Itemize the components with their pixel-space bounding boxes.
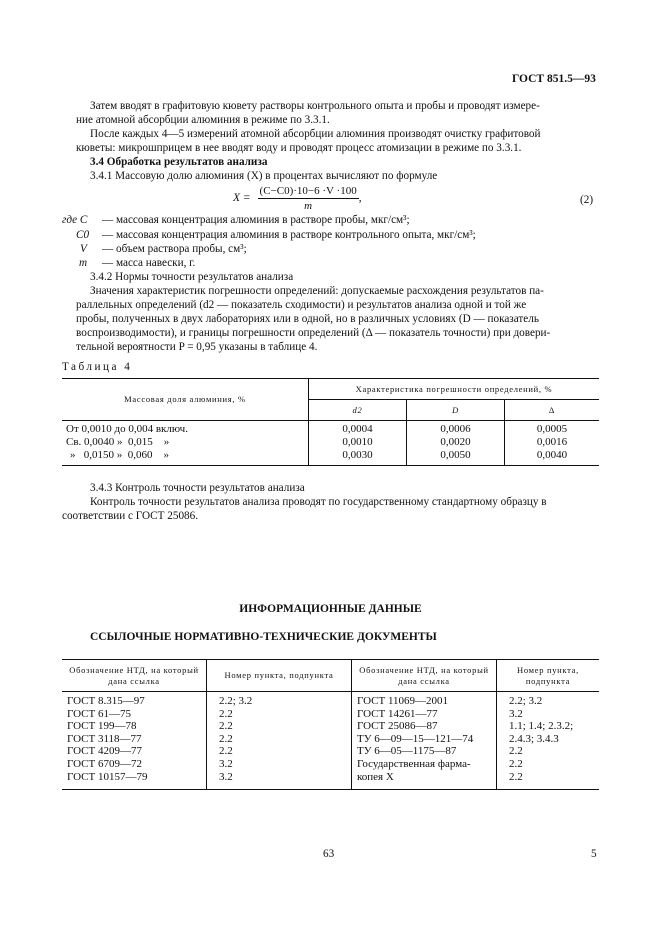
paragraph-line: Контроль точности результатов анализа проводят по государственному стандартному образцу в <box>90 496 547 508</box>
refs-header: Номер пункта, подпункта <box>497 660 600 692</box>
list-item: ГОСТ 199—78 <box>67 720 137 733</box>
paragraph-line: воспроизводимости), и границы погрешности определений (Δ — показатель точности) при довери- <box>76 327 551 339</box>
paragraph-line: Затем вводят в графитовую кювету растворы контрольного опыта и пробы и проводят измере- <box>90 100 540 112</box>
refs-column <box>352 692 497 790</box>
refs-header: Обозначение НТД, на который дана ссылка <box>352 660 497 692</box>
table-row <box>62 436 599 449</box>
list-item: 3.2 <box>219 770 233 783</box>
table-subheader: D <box>407 400 505 421</box>
list-item: Государственная фарма- <box>357 757 471 770</box>
table-cell: 0,0020 <box>407 436 505 449</box>
table-cell: 0,0040 <box>505 449 600 466</box>
info-title: ИНФОРМАЦИОННЫЕ ДАННЫЕ <box>239 603 422 615</box>
refs-column <box>62 692 207 790</box>
list-item: ГОСТ 11069—2001 <box>357 695 449 707</box>
table-row <box>62 449 599 466</box>
table-caption: Таблица 4 <box>62 361 133 373</box>
sheet-number: 5 <box>591 848 597 860</box>
list-item: 2.2; 3.2 <box>509 695 543 707</box>
list-item: 2.2 <box>219 745 233 758</box>
paragraph-line: 3.4.3 Контроль точности результатов анализа <box>90 482 305 494</box>
table-subheader: d2 <box>309 400 407 421</box>
refs-column <box>207 692 352 790</box>
where-text: — объем раствора пробы, см³; <box>102 243 247 255</box>
paragraph-line: пробы, полученных в двух лабораториях или в одной, но в различных условиях (D — показатель <box>76 313 539 325</box>
list-item: 3.2 <box>509 707 523 720</box>
paragraph-line: 3.4.1 Массовую долю алюминия (X) в процентах вычисляют по формуле <box>90 170 438 182</box>
list-item: 2.2 <box>219 707 233 720</box>
formula-numerator: (C−C0)·10−6 ·V ·100 <box>259 185 357 197</box>
paragraph-line: ние атомной абсорбции алюминия в режиме по 3.3.1. <box>76 114 330 126</box>
table-header-group: Характеристика погрешности определений, % <box>309 379 600 400</box>
paragraph-line: После каждых 4—5 измерений атомной абсорбции алюминия производят очистку графитовой <box>90 128 541 140</box>
table-cell: 0,0030 <box>309 449 407 466</box>
where-text: — массовая концентрация алюминия в растворе контрольного опыта, мкг/см³; <box>102 229 476 241</box>
info-subtitle: ССЫЛОЧНЫЕ НОРМАТИВНО-ТЕХНИЧЕСКИЕ ДОКУМЕНТЫ <box>90 631 437 643</box>
formula-lhs: X = <box>233 192 251 205</box>
paragraph-line: 3.4.2 Нормы точности результатов анализа <box>90 271 294 283</box>
where-text: — масса навески, г. <box>102 257 196 269</box>
formula-denominator: m <box>304 200 313 212</box>
where-symbol: m <box>79 257 88 269</box>
list-item: 2.2 <box>219 720 233 733</box>
list-item: ГОСТ 25086—87 <box>357 720 438 733</box>
list-item: 2.2 <box>509 770 523 783</box>
refs-column <box>497 692 600 790</box>
table-cell: От 0,0010 до 0,004 включ. <box>62 421 309 437</box>
table-cell: 0,0016 <box>536 436 568 448</box>
paragraph-line: раллельных определений (d2 — показатель сходимости) и результатов анализа одной и той же <box>76 299 527 311</box>
refs-header: Номер пункта, подпункта <box>207 660 352 692</box>
list-item: ГОСТ 6709—72 <box>67 757 142 770</box>
where-symbol: где C <box>62 214 88 226</box>
list-item: ГОСТ 14261—77 <box>357 707 438 720</box>
list-item: 1.1; 1.4; 2.3.2; 2.4.3; 3.4.3 <box>509 720 574 745</box>
table-header: Массовая доля алюминия, % <box>62 379 309 421</box>
list-item: ГОСТ 8.315—97 <box>67 695 145 707</box>
list-item: ТУ 6—05—1175—87 <box>357 745 457 758</box>
list-item: ГОСТ 4209—77 <box>67 745 142 758</box>
list-item: 3.2 <box>219 757 233 770</box>
paragraph-line: тельной вероятности P = 0,95 указаны в таблице 4. <box>76 341 318 353</box>
paragraph-line: Значения характеристик погрешности определений: допускаемые расхождения результатов па- <box>90 285 544 297</box>
where-text: — массовая концентрация алюминия в растворе пробы, мкг/см³; <box>102 214 410 226</box>
table-cell: 0,0050 <box>407 449 505 466</box>
table-cell: 0,0005 <box>536 423 568 435</box>
list-item: ГОСТ 61—75 <box>67 707 131 720</box>
table-cell: Св. 0,0040 » 0,015 » <box>62 436 309 449</box>
where-symbol: V <box>80 243 87 255</box>
accuracy-table <box>62 378 599 466</box>
paragraph-line: соответствии с ГОСТ 25086. <box>62 510 199 522</box>
list-item: 2.2 <box>509 745 523 758</box>
table-subheader: Δ <box>505 400 600 421</box>
table-cell: 0,0006 <box>407 421 505 437</box>
refs-header: Обозначение НТД, на который дана ссылка <box>62 660 207 692</box>
page-number: 63 <box>323 848 335 860</box>
list-item: 2.2 <box>219 732 233 745</box>
section-heading: 3.4 Обработка результатов анализа <box>90 156 268 168</box>
list-item: 2.2; 3.2 <box>219 695 253 707</box>
list-item: ГОСТ 10157—79 <box>67 770 148 783</box>
list-item: 2.2 <box>509 757 523 770</box>
formula-tail: , <box>358 192 362 205</box>
document-code: ГОСТ 851.5—93 <box>512 73 596 85</box>
refs-body <box>62 692 599 790</box>
table-cell: 0,0010 <box>309 436 407 449</box>
where-symbol: C0 <box>76 229 90 241</box>
list-item: ТУ 6—09—15—121—74 <box>357 732 474 745</box>
table-row <box>62 421 599 437</box>
list-item: копея X <box>357 770 394 783</box>
formula-number: (2) <box>580 194 594 206</box>
formula <box>233 185 362 212</box>
paragraph-line: кюветы: микрошприцем в нее вводят воду и проводят процесс атомизации в режиме по 3.3.1. <box>76 142 522 154</box>
references-table <box>62 659 599 790</box>
table-cell: » 0,0150 » 0,060 » <box>62 449 309 466</box>
list-item: ГОСТ 3118—77 <box>67 732 142 745</box>
table-cell: 0,0004 <box>309 421 407 437</box>
